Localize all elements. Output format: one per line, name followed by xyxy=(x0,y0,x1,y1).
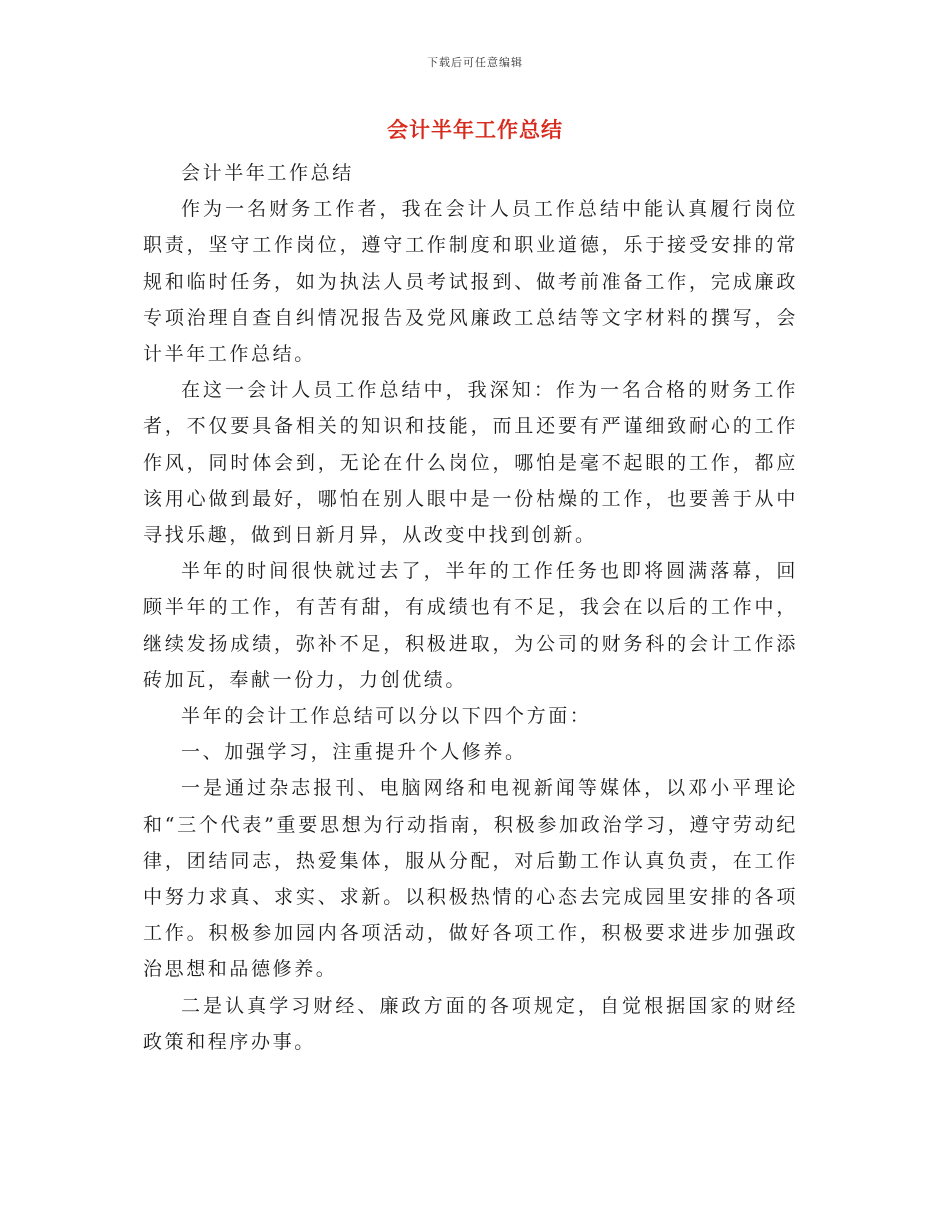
paragraph: 二是认真学习财经、廉政方面的各项规定，自觉根据国家的财经政策和程序办事。 xyxy=(143,994,798,1053)
page-header-note: 下载后可任意编辑 xyxy=(427,56,523,69)
paragraph-subtitle: 会计半年工作总结 xyxy=(181,162,354,184)
document-body xyxy=(143,155,798,1060)
section-heading: 一、加强学习，注重提升个人修养。 xyxy=(181,741,527,764)
paragraph: 一是通过杂志报刊、电脑网络和电视新闻等媒体，以邓小平理论和“三个代表”重要思想为行动指南，积极参加政治学习，遵守劳动纪律，团结同志，热爱集体，服从分配，对后勤工作认真负责，在工作中努力求真、求实、求新。以积极热情的心态去完成园里安排的各项工作。积极参加园内各项活动，做好各项工作，积极要求进步加强政治思想和品德修养。 xyxy=(143,777,798,981)
paragraph: 半年的时间很快就过去了，半年的工作任务也即将圆满落幕，回顾半年的工作，有苦有甜，有成绩也有不足，我会在以后的工作中，继续发扬成绩，弥补不足，积极进取，为公司的财务科的会计工作添砖加瓦，奉献一份力，力创优绩。 xyxy=(143,560,798,691)
paragraph: 作为一名财务工作者，我在会计人员工作总结中能认真履行岗位职责，坚守工作岗位，遵守工作制度和职业道德，乐于接受安排的常规和临时任务，如为执法人员考试报到、做考前准备工作，完成廉政专项治理自查自纠情况报告及党风廉政工总结等文字材料的撰写，会计半年工作总结。 xyxy=(143,198,798,366)
paragraph: 半年的会计工作总结可以分以下四个方面： xyxy=(181,705,592,728)
paragraph: 在这一会计人员工作总结中，我深知：作为一名合格的财务工作者，不仅要具备相关的知识和技能，而且还要有严谨细致耐心的工作作风，同时体会到，无论在什么岗位，哪怕是毫不起眼的工作，都应该用心做到最好，哪怕在别人眼中是一份枯燥的工作，也要善于从中寻找乐趣，做到日新月异，从改变中找到创新。 xyxy=(143,379,798,547)
document-title: 会计半年工作总结 xyxy=(387,117,563,142)
